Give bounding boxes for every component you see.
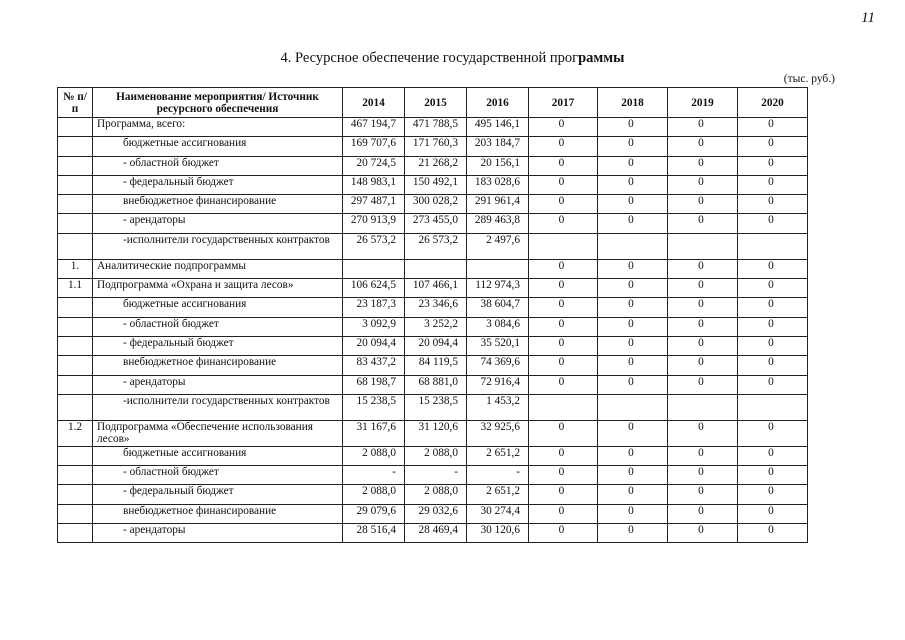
value-cell-2019: 0: [668, 137, 738, 156]
value-cell-2014: 20 094,4: [343, 336, 405, 355]
value-cell-2016: 74 369,6: [467, 356, 529, 375]
header-year: 2017: [529, 88, 598, 118]
value-cell-2014: 29 079,6: [343, 504, 405, 523]
value-cell-2018: 0: [598, 504, 668, 523]
value-cell-2018: 0: [598, 137, 668, 156]
value-cell-2016: 495 146,1: [467, 118, 529, 137]
row-number: [58, 504, 93, 523]
value-cell-2015: 150 492,1: [405, 175, 467, 194]
value-cell-2015: 2 088,0: [405, 446, 467, 465]
value-cell-2018: [598, 394, 668, 420]
value-cell-2019: 0: [668, 356, 738, 375]
value-cell-2014: 148 983,1: [343, 175, 405, 194]
value-cell-2016: 30 120,6: [467, 524, 529, 543]
value-cell-2015: 15 238,5: [405, 394, 467, 420]
row-number: [58, 394, 93, 420]
row-name: - арендаторы: [93, 524, 343, 543]
value-cell-2019: 0: [668, 298, 738, 317]
value-cell-2016: 32 925,6: [467, 420, 529, 446]
row-number: [58, 466, 93, 485]
value-cell-2019: 0: [668, 279, 738, 298]
row-number: 1.2: [58, 420, 93, 446]
value-cell-2014: 106 624,5: [343, 279, 405, 298]
value-cell-2017: 0: [529, 504, 598, 523]
value-cell-2019: 0: [668, 466, 738, 485]
row-number: [58, 356, 93, 375]
value-cell-2014: 26 573,2: [343, 233, 405, 259]
row-number: [58, 317, 93, 336]
table-row: [58, 156, 808, 175]
value-cell-2014: 23 187,3: [343, 298, 405, 317]
row-number: [58, 485, 93, 504]
value-cell-2014: 3 092,9: [343, 317, 405, 336]
row-name: внебюджетное финансирование: [93, 195, 343, 214]
value-cell-2015: 300 028,2: [405, 195, 467, 214]
value-cell-2014: 15 238,5: [343, 394, 405, 420]
table-row: [58, 394, 808, 420]
row-name: - федеральный бюджет: [93, 336, 343, 355]
value-cell-2017: 0: [529, 298, 598, 317]
value-cell-2019: 0: [668, 317, 738, 336]
value-cell-2017: 0: [529, 118, 598, 137]
value-cell-2020: 0: [738, 524, 808, 543]
table-row: [58, 195, 808, 214]
resource-table: [57, 87, 808, 543]
header-year: 2020: [738, 88, 808, 118]
title-text-bold: раммы: [578, 50, 625, 66]
value-cell-2018: [598, 233, 668, 259]
row-number: [58, 137, 93, 156]
table-row: [58, 175, 808, 194]
value-cell-2019: [668, 233, 738, 259]
value-cell-2020: 0: [738, 504, 808, 523]
value-cell-2018: 0: [598, 214, 668, 233]
row-number: [58, 524, 93, 543]
value-cell-2016: 2 651,2: [467, 446, 529, 465]
value-cell-2014: 83 437,2: [343, 356, 405, 375]
value-cell-2014: 297 487,1: [343, 195, 405, 214]
row-name: - областной бюджет: [93, 466, 343, 485]
value-cell-2016: 30 274,4: [467, 504, 529, 523]
value-cell-2018: 0: [598, 298, 668, 317]
value-cell-2020: 0: [738, 317, 808, 336]
value-cell-2018: 0: [598, 279, 668, 298]
row-name: бюджетные ассигнования: [93, 446, 343, 465]
value-cell-2020: 0: [738, 175, 808, 194]
row-number: [58, 156, 93, 175]
value-cell-2019: 0: [668, 195, 738, 214]
row-name: - областной бюджет: [93, 156, 343, 175]
value-cell-2018: 0: [598, 375, 668, 394]
value-cell-2020: 0: [738, 279, 808, 298]
row-number: [58, 298, 93, 317]
units-label: (тыс. руб.): [783, 73, 835, 85]
value-cell-2017: 0: [529, 214, 598, 233]
value-cell-2019: 0: [668, 375, 738, 394]
value-cell-2015: 68 881,0: [405, 375, 467, 394]
row-name: - федеральный бюджет: [93, 485, 343, 504]
value-cell-2018: 0: [598, 195, 668, 214]
table-row: [58, 233, 808, 259]
table-row: [58, 259, 808, 278]
value-cell-2019: 0: [668, 420, 738, 446]
value-cell-2017: 0: [529, 420, 598, 446]
row-name: -исполнители государственных контрактов: [93, 394, 343, 420]
table-row: [58, 420, 808, 446]
value-cell-2015: 23 346,6: [405, 298, 467, 317]
row-name: - арендаторы: [93, 214, 343, 233]
value-cell-2015: 107 466,1: [405, 279, 467, 298]
value-cell-2016: 203 184,7: [467, 137, 529, 156]
value-cell-2015: 471 788,5: [405, 118, 467, 137]
table-row: [58, 375, 808, 394]
header-year: 2015: [405, 88, 467, 118]
value-cell-2020: 0: [738, 298, 808, 317]
table-row: [58, 356, 808, 375]
value-cell-2014: 2 088,0: [343, 446, 405, 465]
table-header-row: [58, 88, 808, 118]
table-row: [58, 137, 808, 156]
value-cell-2017: 0: [529, 175, 598, 194]
value-cell-2015: 28 469,4: [405, 524, 467, 543]
table-row: [58, 485, 808, 504]
row-name: Подпрограмма «Обеспечение использования лесов»: [93, 420, 343, 446]
value-cell-2016: 35 520,1: [467, 336, 529, 355]
value-cell-2017: 0: [529, 195, 598, 214]
row-name: бюджетные ассигнования: [93, 137, 343, 156]
value-cell-2016: 72 916,4: [467, 375, 529, 394]
value-cell-2015: -: [405, 466, 467, 485]
value-cell-2016: 38 604,7: [467, 298, 529, 317]
row-number: [58, 118, 93, 137]
table-row: [58, 504, 808, 523]
value-cell-2017: 0: [529, 485, 598, 504]
value-cell-2019: 0: [668, 485, 738, 504]
value-cell-2019: 0: [668, 259, 738, 278]
value-cell-2018: 0: [598, 420, 668, 446]
value-cell-2016: [467, 259, 529, 278]
value-cell-2017: [529, 233, 598, 259]
value-cell-2020: 0: [738, 195, 808, 214]
title-text: 4. Ресурсное обеспечение государственной прог: [280, 50, 579, 66]
value-cell-2015: 29 032,6: [405, 504, 467, 523]
page-title: [0, 50, 905, 67]
header-year: 2014: [343, 88, 405, 118]
value-cell-2016: 2 651,2: [467, 485, 529, 504]
value-cell-2017: 0: [529, 336, 598, 355]
value-cell-2020: 0: [738, 485, 808, 504]
value-cell-2019: 0: [668, 118, 738, 137]
row-name: внебюджетное финансирование: [93, 504, 343, 523]
value-cell-2020: [738, 394, 808, 420]
value-cell-2015: 273 455,0: [405, 214, 467, 233]
row-number: [58, 175, 93, 194]
value-cell-2019: 0: [668, 446, 738, 465]
page-number: 11: [861, 10, 875, 26]
header-year: 2019: [668, 88, 738, 118]
value-cell-2014: 28 516,4: [343, 524, 405, 543]
row-name: - федеральный бюджет: [93, 175, 343, 194]
row-name: бюджетные ассигнования: [93, 298, 343, 317]
value-cell-2018: 0: [598, 485, 668, 504]
row-number: [58, 336, 93, 355]
value-cell-2020: 0: [738, 118, 808, 137]
table-row: [58, 214, 808, 233]
row-name: Подпрограмма «Охрана и защита лесов»: [93, 279, 343, 298]
value-cell-2017: 0: [529, 317, 598, 336]
value-cell-2018: 0: [598, 259, 668, 278]
value-cell-2019: [668, 394, 738, 420]
value-cell-2015: 20 094,4: [405, 336, 467, 355]
table-row: [58, 524, 808, 543]
value-cell-2014: 68 198,7: [343, 375, 405, 394]
value-cell-2019: 0: [668, 524, 738, 543]
value-cell-2017: 0: [529, 356, 598, 375]
value-cell-2015: 26 573,2: [405, 233, 467, 259]
value-cell-2014: [343, 259, 405, 278]
row-number: [58, 214, 93, 233]
value-cell-2020: 0: [738, 214, 808, 233]
value-cell-2020: 0: [738, 466, 808, 485]
row-name: -исполнители государственных контрактов: [93, 233, 343, 259]
value-cell-2014: 31 167,6: [343, 420, 405, 446]
value-cell-2020: 0: [738, 259, 808, 278]
value-cell-2014: 20 724,5: [343, 156, 405, 175]
value-cell-2020: 0: [738, 356, 808, 375]
value-cell-2020: 0: [738, 375, 808, 394]
value-cell-2020: 0: [738, 446, 808, 465]
value-cell-2017: [529, 394, 598, 420]
value-cell-2019: 0: [668, 504, 738, 523]
row-name: Программа, всего:: [93, 118, 343, 137]
value-cell-2019: 0: [668, 175, 738, 194]
value-cell-2019: 0: [668, 214, 738, 233]
value-cell-2018: 0: [598, 336, 668, 355]
value-cell-2018: 0: [598, 356, 668, 375]
value-cell-2020: 0: [738, 420, 808, 446]
header-num: № п/п: [58, 88, 93, 118]
value-cell-2020: 0: [738, 137, 808, 156]
table-row: [58, 317, 808, 336]
value-cell-2019: 0: [668, 156, 738, 175]
table-body: [58, 118, 808, 543]
value-cell-2016: 289 463,8: [467, 214, 529, 233]
value-cell-2016: 291 961,4: [467, 195, 529, 214]
row-number: [58, 233, 93, 259]
value-cell-2015: 84 119,5: [405, 356, 467, 375]
value-cell-2015: 3 252,2: [405, 317, 467, 336]
value-cell-2016: 2 497,6: [467, 233, 529, 259]
value-cell-2015: 31 120,6: [405, 420, 467, 446]
row-number: 1.: [58, 259, 93, 278]
value-cell-2018: 0: [598, 524, 668, 543]
value-cell-2014: 467 194,7: [343, 118, 405, 137]
table-row: [58, 279, 808, 298]
row-name: Аналитические подпрограммы: [93, 259, 343, 278]
table-row: [58, 298, 808, 317]
value-cell-2017: 0: [529, 375, 598, 394]
value-cell-2014: 169 707,6: [343, 137, 405, 156]
table-row: [58, 336, 808, 355]
row-name: - областной бюджет: [93, 317, 343, 336]
value-cell-2015: 2 088,0: [405, 485, 467, 504]
value-cell-2015: 171 760,3: [405, 137, 467, 156]
value-cell-2017: 0: [529, 466, 598, 485]
header-year: 2018: [598, 88, 668, 118]
value-cell-2018: 0: [598, 446, 668, 465]
value-cell-2017: 0: [529, 279, 598, 298]
row-name: внебюджетное финансирование: [93, 356, 343, 375]
value-cell-2014: 2 088,0: [343, 485, 405, 504]
value-cell-2016: 112 974,3: [467, 279, 529, 298]
value-cell-2018: 0: [598, 156, 668, 175]
value-cell-2015: [405, 259, 467, 278]
value-cell-2017: 0: [529, 259, 598, 278]
value-cell-2016: 1 453,2: [467, 394, 529, 420]
header-year: 2016: [467, 88, 529, 118]
row-name: - арендаторы: [93, 375, 343, 394]
value-cell-2016: 183 028,6: [467, 175, 529, 194]
value-cell-2015: 21 268,2: [405, 156, 467, 175]
value-cell-2017: 0: [529, 156, 598, 175]
value-cell-2020: 0: [738, 336, 808, 355]
row-number: [58, 446, 93, 465]
value-cell-2018: 0: [598, 175, 668, 194]
row-number: [58, 195, 93, 214]
value-cell-2017: 0: [529, 524, 598, 543]
row-number: [58, 375, 93, 394]
value-cell-2014: 270 913,9: [343, 214, 405, 233]
table-row: [58, 118, 808, 137]
value-cell-2016: 20 156,1: [467, 156, 529, 175]
value-cell-2018: 0: [598, 118, 668, 137]
header-name: Наименование мероприятия/ Источник ресурсного обеспечения: [93, 88, 343, 118]
row-number: 1.1: [58, 279, 93, 298]
value-cell-2016: -: [467, 466, 529, 485]
value-cell-2017: 0: [529, 446, 598, 465]
table-row: [58, 446, 808, 465]
value-cell-2019: 0: [668, 336, 738, 355]
value-cell-2016: 3 084,6: [467, 317, 529, 336]
value-cell-2018: 0: [598, 317, 668, 336]
value-cell-2020: [738, 233, 808, 259]
value-cell-2020: 0: [738, 156, 808, 175]
value-cell-2018: 0: [598, 466, 668, 485]
table-row: [58, 466, 808, 485]
value-cell-2014: -: [343, 466, 405, 485]
value-cell-2017: 0: [529, 137, 598, 156]
